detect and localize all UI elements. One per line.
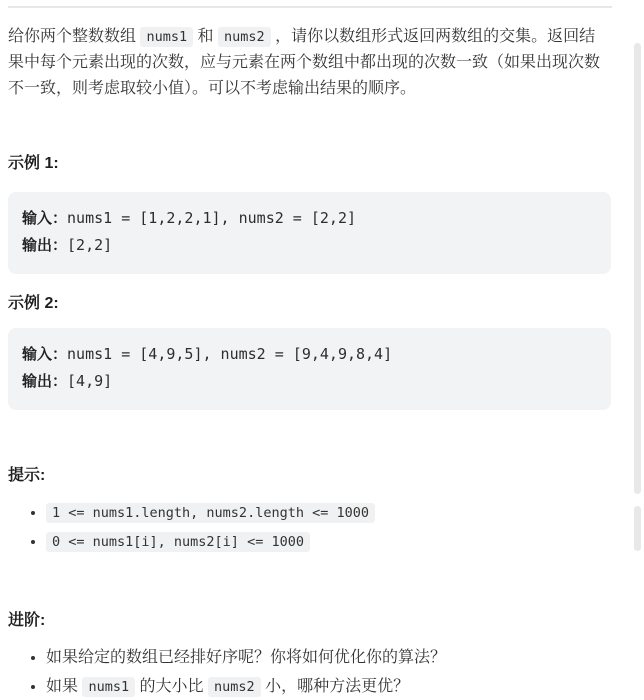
- inline-code-nums2: nums2: [218, 27, 271, 47]
- statement-text: 和: [193, 28, 218, 45]
- constraint-code: 0 <= nums1[i], nums2[i] <= 1000: [46, 532, 310, 552]
- followup-text: 如果: [46, 678, 83, 695]
- output-label: 输出：: [22, 373, 68, 390]
- constraint-code: 1 <= nums1.length, nums2.length <= 1000: [46, 503, 375, 523]
- output-label: 输出：: [22, 237, 68, 254]
- followup-list: [8, 645, 610, 700]
- list-item: [46, 645, 610, 671]
- list-item: [46, 500, 610, 526]
- example-1-input-value: nums1 = [1,2,2,1], nums2 = [2,2]: [67, 209, 356, 227]
- scrollbar-thumb-upper[interactable]: [634, 43, 641, 494]
- example-2-heading: 示例 2:: [8, 295, 59, 312]
- list-item: [46, 674, 610, 700]
- followup-text: 如果给定的数组已经排好序呢？你将如何优化你的算法？: [46, 649, 447, 666]
- followup-heading: 进阶:: [8, 612, 46, 629]
- top-divider: [8, 6, 612, 8]
- problem-content: [0, 6, 644, 700]
- example-2-input-value: nums1 = [4,9,5], nums2 = [9,4,9,8,4]: [67, 345, 393, 363]
- example-1-output-value: [2,2]: [67, 236, 113, 254]
- input-label: 输入：: [22, 346, 68, 363]
- problem-description-panel: [0, 6, 644, 695]
- problem-statement: [8, 24, 610, 102]
- constraints-list: [8, 500, 610, 555]
- example-2-block: [8, 328, 611, 410]
- example-1-block: [8, 192, 611, 274]
- example-1-heading: 示例 1:: [8, 155, 59, 172]
- followup-text: 的大小比: [135, 678, 208, 695]
- list-item: [46, 529, 610, 555]
- inline-code-nums2: nums2: [208, 677, 261, 697]
- input-label: 输入：: [22, 210, 68, 227]
- statement-text: 给你两个整数数组: [8, 28, 141, 45]
- statement-text: ，请你以数组形式返回两数组的交集。返回结果中每个元素出现的次数，应与元素在两个数组中都出现的次数一致（如果出现次数不一致，则考虑取较小值）。可以不考虑输出结果的顺序。: [8, 28, 601, 97]
- scrollbar-thumb-lower[interactable]: [634, 506, 641, 551]
- inline-code-nums1: nums1: [82, 677, 135, 697]
- example-2-output-value: [4,9]: [67, 372, 113, 390]
- inline-code-nums1: nums1: [140, 27, 193, 47]
- constraints-heading: 提示:: [8, 467, 46, 484]
- followup-text: 小，哪种方法更优？: [260, 678, 410, 695]
